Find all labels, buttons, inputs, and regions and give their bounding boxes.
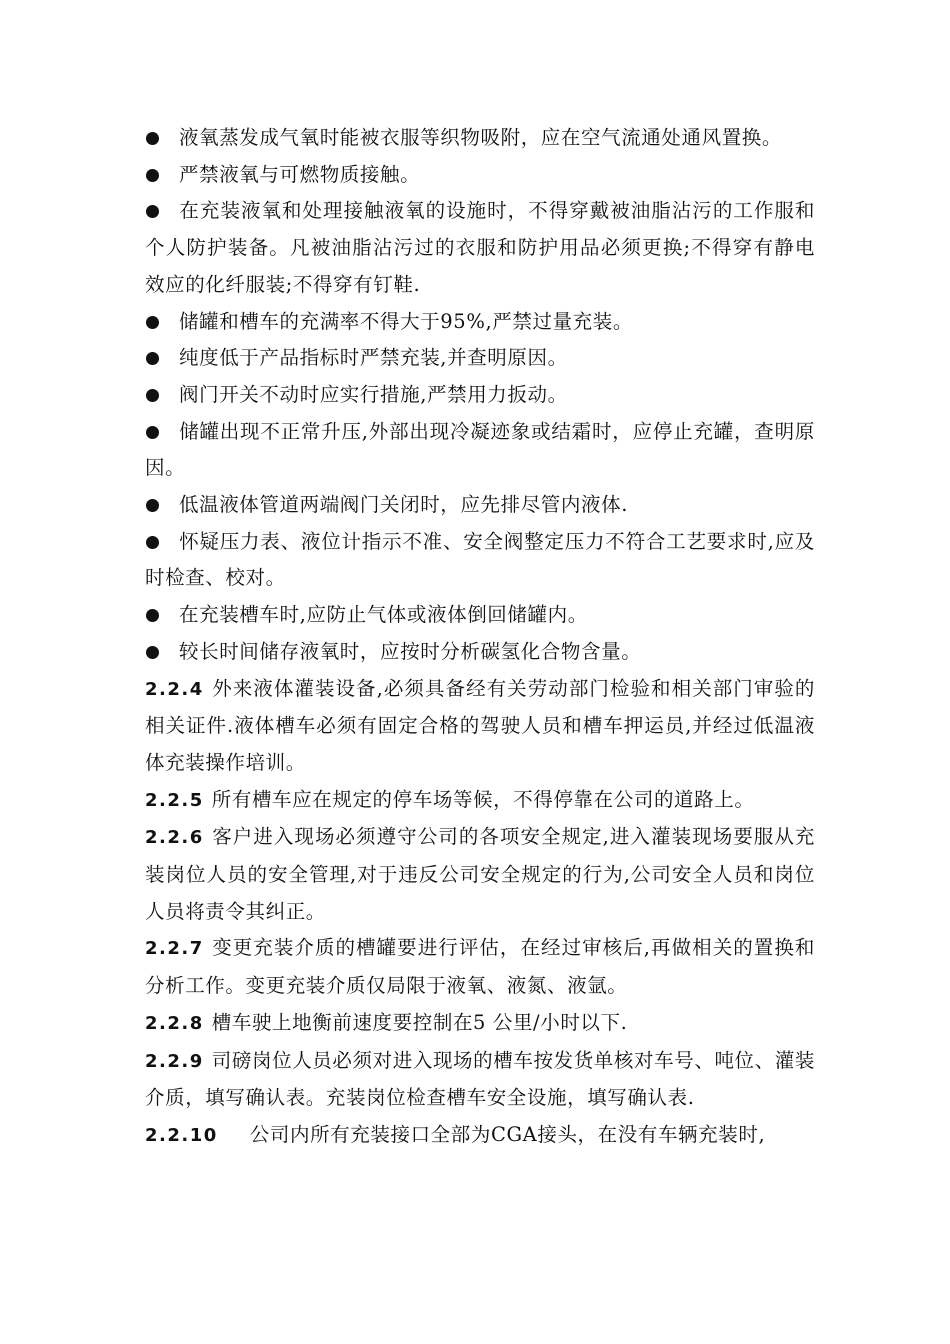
document-page <box>145 120 815 1155</box>
bullet-item <box>145 120 815 157</box>
bullet-dot-icon <box>146 389 159 402</box>
bullet-item <box>145 340 815 377</box>
bullet-text: 阀门开关不动时应实行措施,严禁用力扳动。 <box>179 382 568 406</box>
bullet-dot-icon <box>146 205 159 218</box>
bullet-dot-icon <box>146 646 159 659</box>
bullet-item <box>145 157 815 194</box>
bullet-text: 在充装液氧和处理接触液氧的设施时，不得穿戴被油脂沾污的工作服和个人防护装备。凡被油脂沾污过的衣服和防护用品必须更换;不得穿有静电效应的化纤服装;不得穿有钉鞋. <box>145 199 815 296</box>
bullet-text: 纯度低于产品指标时严禁充装,并查明原因。 <box>179 346 568 370</box>
bullet-item <box>145 524 815 597</box>
bullet-text: 较长时间储存液氧时，应按时分析碳氢化合物含量。 <box>179 639 642 663</box>
clause-2-2-4 <box>145 671 815 782</box>
bullet-dot-icon <box>146 169 159 182</box>
bullet-text: 严禁液氧与可燃物质接触。 <box>179 162 421 186</box>
bullet-dot-icon <box>146 132 159 145</box>
bullet-item <box>145 193 815 303</box>
bullet-dot-icon <box>146 426 159 439</box>
bullet-dot-icon <box>146 499 159 512</box>
bullet-text: 储罐和槽车的充满率不得大于95%,严禁过量充装。 <box>179 309 633 333</box>
bullet-item <box>145 487 815 524</box>
bullet-text: 怀疑压力表、液位计指示不准、安全阀整定压力不符合工艺要求时,应及时检查、校对。 <box>145 529 815 590</box>
bullet-dot-icon <box>146 536 159 549</box>
bullet-text: 在充装槽车时,应防止气体或液体倒回储罐内。 <box>179 603 588 627</box>
clause-text: 外来液体灌装设备,必须具备经有关劳动部门检验和相关部门审验的相关证件.液体槽车必须有固定合格的驾驶人员和槽车押运员,并经过低温液体充装操作培训。 <box>145 676 815 774</box>
clause-number: 2.2.10 <box>145 1124 218 1146</box>
clause-number: 2.2.9 <box>145 1050 204 1072</box>
clause-2-2-10 <box>145 1117 815 1155</box>
clause-2-2-7 <box>145 930 815 1004</box>
bullet-item <box>145 304 815 341</box>
clause-text: 司磅岗位人员必须对进入现场的槽车按发货单核对车号、吨位、灌装介质，填写确认表。充装岗位检查槽车安全设施，填写确认表. <box>145 1048 815 1110</box>
clause-number: 2.2.8 <box>145 1012 204 1034</box>
bullet-text: 储罐出现不正常升压,外部出现冷凝迹象或结霜时，应停止充罐，查明原因。 <box>145 419 815 480</box>
bullet-dot-icon <box>146 609 159 622</box>
clause-number: 2.2.5 <box>145 789 204 811</box>
clause-text: 公司内所有充装接口全部为CGA接头，在没有车辆充装时, <box>249 1122 766 1146</box>
clause-2-2-6 <box>145 819 815 930</box>
clause-number: 2.2.7 <box>145 938 204 960</box>
clause-2-2-8 <box>145 1005 815 1043</box>
bullet-item <box>145 377 815 414</box>
bullet-item <box>145 597 815 634</box>
clause-text: 变更充装介质的槽罐要进行评估，在经过审核后,再做相关的置换和分析工作。变更充装介质仅局限于液氧、液氮、液氩。 <box>145 936 815 998</box>
clause-number: 2.2.4 <box>145 678 204 700</box>
bullet-text: 低温液体管道两端阀门关闭时，应先排尽管内液体. <box>179 493 628 517</box>
clause-number: 2.2.6 <box>145 827 204 849</box>
clause-text: 客户进入现场必须遵守公司的各项安全规定,进入灌装现场要服从充装岗位人员的安全管理,对于违反公司安全规定的行为,公司安全人员和岗位人员将责令其纠正。 <box>145 825 815 923</box>
bullet-text: 液氧蒸发成气氧时能被衣服等织物吸附，应在空气流通处通风置换。 <box>179 126 783 149</box>
bullet-dot-icon <box>146 316 159 329</box>
bullet-dot-icon <box>146 352 159 365</box>
clause-text: 所有槽车应在规定的停车场等候，不得停靠在公司的道路上。 <box>211 787 755 811</box>
clause-2-2-9 <box>145 1043 815 1117</box>
bullet-item <box>145 414 815 487</box>
clause-text: 槽车驶上地衡前速度要控制在5 公里/小时以下. <box>211 1010 628 1034</box>
bullet-item <box>145 634 815 671</box>
clause-2-2-5 <box>145 782 815 820</box>
